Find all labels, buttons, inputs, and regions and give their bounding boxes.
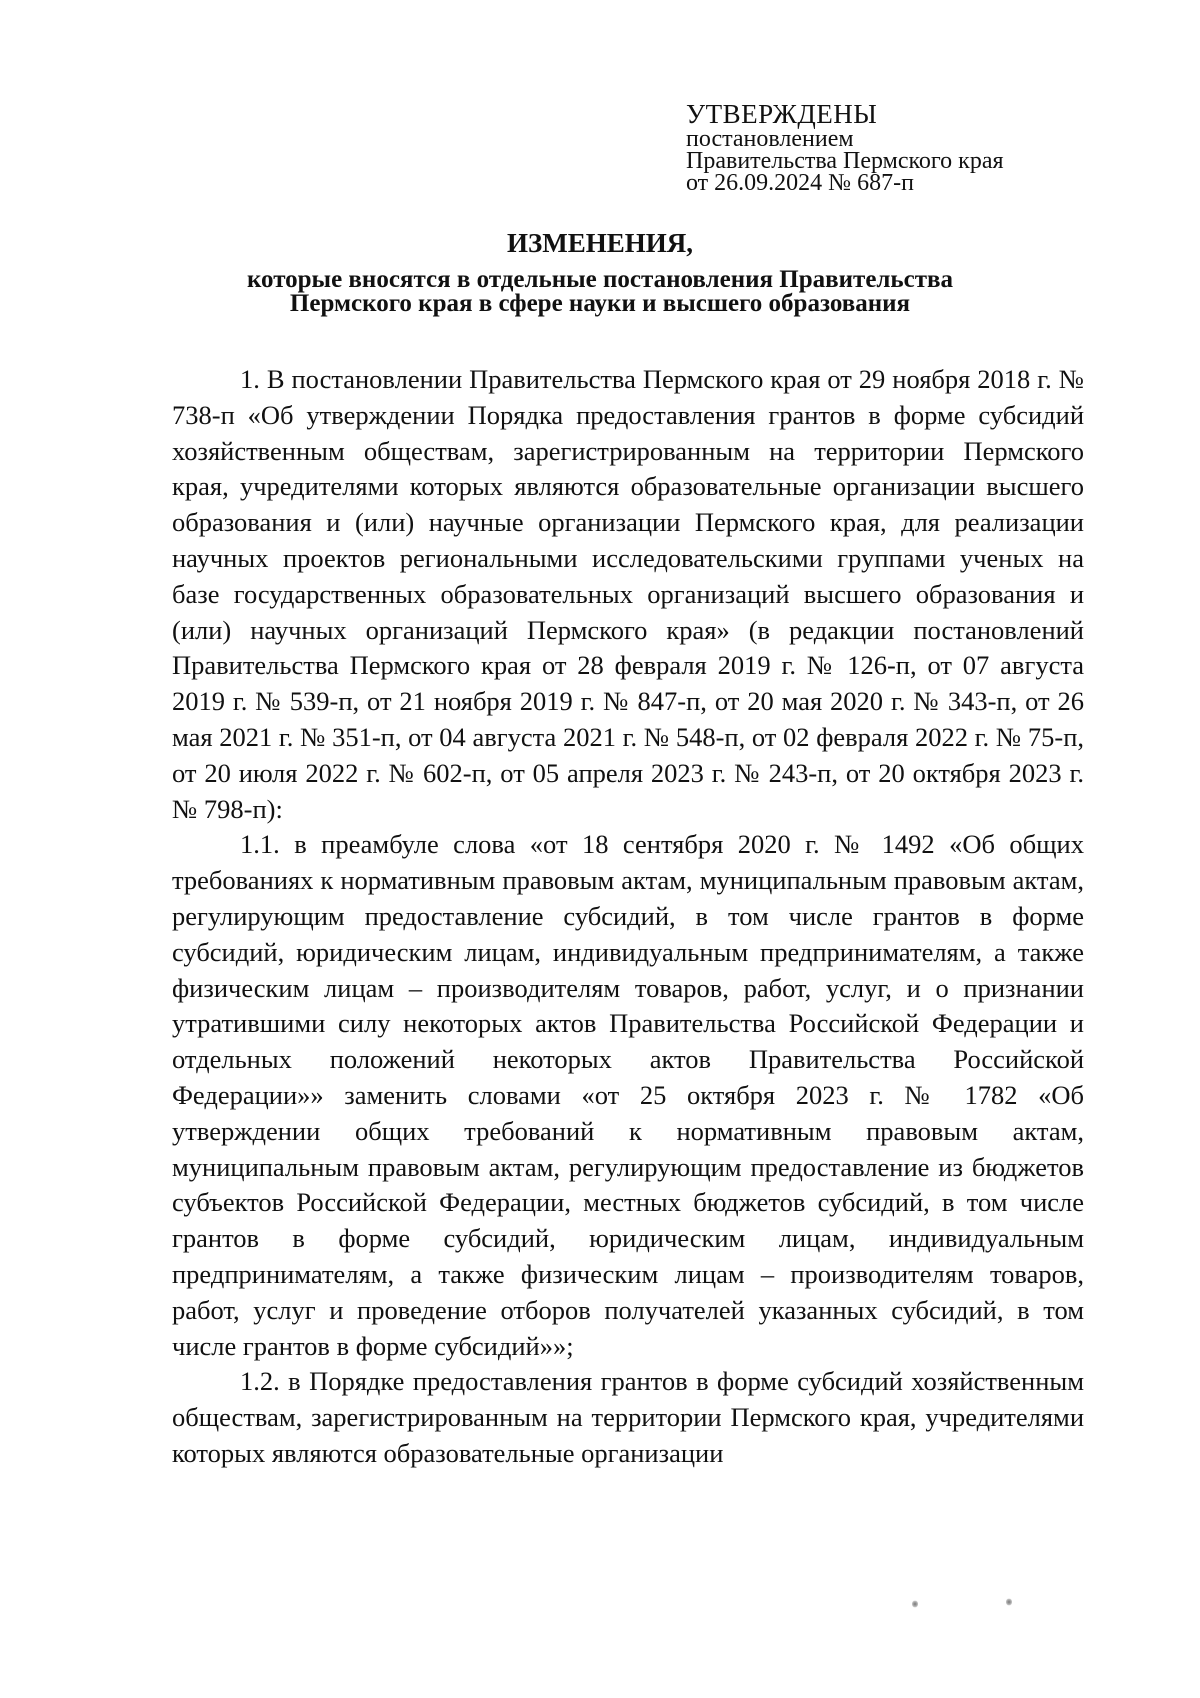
- scan-specks: [900, 1594, 1040, 1624]
- document-body: [172, 362, 1084, 1472]
- paragraph-1-2: 1.2. в Порядке предоставления грантов в форме субсидий хозяйственным обществам, зарегистрированным на территории Пермского края, учредителями которых являются образовательные организации: [172, 1366, 1084, 1468]
- subtitle-line-1: которые вносятся в отдельные постановления Правительства: [246, 266, 954, 293]
- scan-speck: [1006, 1598, 1012, 1606]
- approval-title: УТВЕРЖДЕНЫ: [686, 99, 878, 129]
- approval-stamp: [686, 100, 1146, 194]
- approval-line-1: постановлением: [686, 126, 854, 152]
- paragraph-1-1: 1.1. в преамбуле слова «от 18 сентября 2020 г. № 1492 «Об общих требованиях к нормативным правовым актам, муниципальным правовым актам, регулирующим предоставление субсидий, в том числе грантов в форме субсидий, юридическим лицам, индивидуальным предпринимателям, а также физическим лицам – производителям товаров, работ, услуг, и о признании утратившими силу некоторых актов Правительства Российской Федерации и отдельных положений некоторых актов Правительства Российской Федерации»» заменить словами «от 25 октября 2023 г. № 1782 «Об утверждении общих требований к нормативным правовым актам, муниципальным правовым актам, регулирующим предоставление из бюджетов субъектов Российской Федерации, местных бюджетов субсидий, в том числе грантов в форме субсидий, юридическим лицам, индивидуальным предпринимателям, а также физическим лицам – производителям товаров, работ, услуг и проведение отборов получателей указанных субсидий, в том числе грантов в форме субсидий»»;: [172, 829, 1084, 1361]
- document-title: ИЗМЕНЕНИЯ,: [506, 228, 693, 258]
- document-subtitle: [120, 268, 1080, 316]
- approval-line-3: от 26.09.2024 № 687-п: [686, 170, 914, 196]
- subtitle-line-2: Пермского края в сфере науки и высшего образования: [289, 290, 911, 317]
- paragraph-1: 1. В постановлении Правительства Пермского края от 29 ноября 2018 г. № 738-п «Об утверждении Порядка предоставления грантов в форме субсидий хозяйственным обществам, зарегистрированным на территории Пермского края, учредителями которых являются образовательные организации высшего образования и (или) научные организации Пермского края, для реализации научных проектов региональными исследовательскими группами ученых на базе государственных образовательных организаций высшего образования и (или) научных организаций Пермского края» (в редакции постановлений Правительства Пермского края от 28 февраля 2019 г. № 126-п, от 07 августа 2019 г. № 539-п, от 21 ноября 2019 г. № 847-п, от 20 мая 2020 г. № 343-п, от 26 мая 2021 г. № 351-п, от 04 августа 2021 г. № 548-п, от 02 февраля 2022 г. № 75-п, от 20 июля 2022 г. № 602-п, от 05 апреля 2023 г. № 243-п, от 20 октября 2023 г. № 798-п):: [172, 364, 1084, 824]
- approval-line-2: Правительства Пермского края: [686, 148, 1004, 174]
- scan-speck: [912, 1600, 918, 1608]
